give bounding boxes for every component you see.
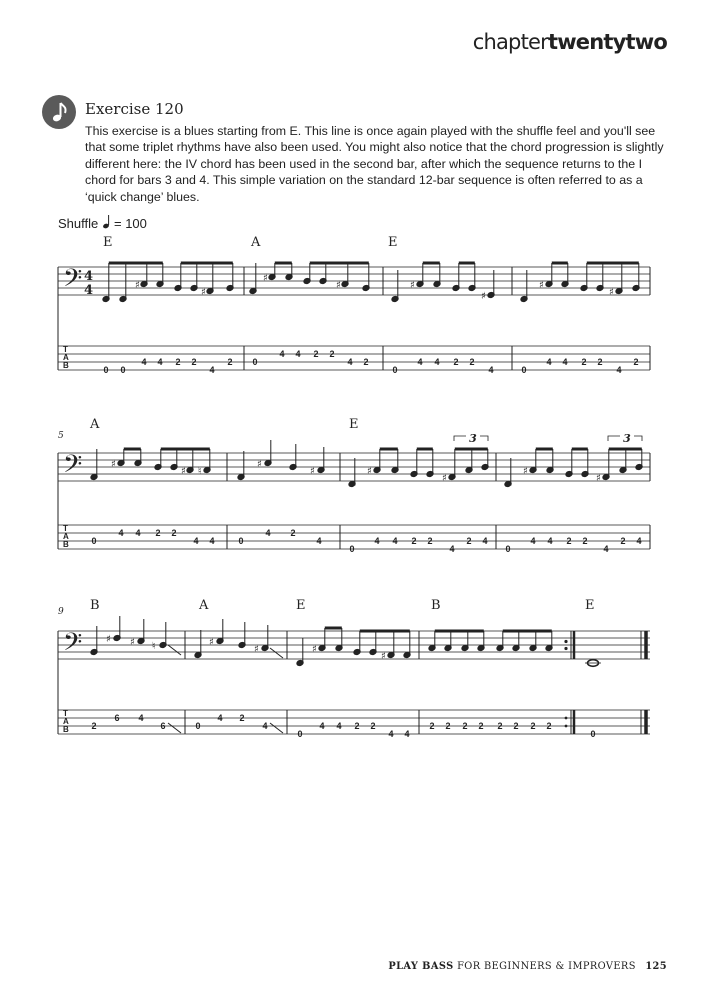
svg-text:4: 4 (404, 729, 410, 739)
tempo-label: Shuffle (58, 216, 99, 231)
svg-text:4: 4 (562, 357, 568, 367)
svg-text:T: T (63, 345, 68, 354)
svg-text:4: 4 (336, 721, 342, 731)
svg-text:A: A (63, 353, 69, 362)
svg-text:4: 4 (636, 536, 642, 546)
svg-text:♯: ♯ (609, 287, 614, 298)
svg-text:♮: ♮ (198, 466, 202, 477)
svg-text:2: 2 (427, 536, 433, 546)
svg-text:♯: ♯ (209, 637, 214, 648)
svg-text:0: 0 (349, 544, 355, 554)
svg-text:2: 2 (633, 357, 639, 367)
svg-text:4: 4 (118, 528, 124, 538)
svg-text:2: 2 (497, 721, 503, 731)
exercise-description: This exercise is a blues starting from E. This line is once again played with the shuffle feel and you'll see that some triplet rhythms have also been used. You might also notice that the chord progression is slightly different here: the IV chord has been used in the second bar, after which the sequence returns to the I chord for bars 3 and 4. This simple variation on the standard 12-bar sequence is often referred to as a ‘quick change’ blues. (85, 124, 664, 204)
chord-symbol: A (90, 417, 100, 432)
notes-bar-9 (90, 616, 181, 655)
svg-text:2: 2 (445, 721, 451, 731)
svg-text:2: 2 (171, 528, 177, 538)
svg-text:♯: ♯ (257, 459, 262, 470)
svg-text:T: T (63, 524, 68, 533)
page-footer (388, 961, 667, 972)
svg-text:4: 4 (209, 536, 215, 546)
notes-bar-5 (90, 449, 211, 480)
svg-text:2: 2 (462, 721, 468, 731)
svg-text:♯: ♯ (481, 291, 486, 302)
system-2 (58, 417, 650, 554)
svg-text:4: 4 (603, 544, 609, 554)
svg-text:4: 4 (546, 357, 552, 367)
svg-text:4: 4 (262, 721, 268, 731)
svg-text:0: 0 (505, 544, 511, 554)
svg-text:4: 4 (616, 365, 622, 375)
svg-text:♯: ♯ (111, 459, 116, 470)
book-title-rest: FOR BEGINNERS & IMPROVERS (457, 961, 636, 972)
svg-text:2: 2 (453, 357, 459, 367)
svg-text:4: 4 (157, 357, 163, 367)
svg-text:4: 4 (392, 536, 398, 546)
svg-text:2: 2 (239, 713, 245, 723)
svg-text:♯: ♯ (523, 466, 528, 477)
svg-text:4: 4 (193, 536, 199, 546)
tempo-value: = 100 (114, 216, 147, 231)
chord-symbol: B (90, 598, 100, 613)
standard-staff (58, 631, 650, 659)
notes-bar-3 (391, 263, 495, 302)
system-1 (58, 235, 650, 375)
svg-text:A: A (63, 717, 69, 726)
svg-text:4: 4 (319, 721, 325, 731)
svg-text:♯: ♯ (381, 651, 386, 662)
svg-text:6: 6 (160, 721, 166, 731)
svg-text:2: 2 (354, 721, 360, 731)
svg-text:♯: ♯ (106, 634, 111, 645)
svg-text:♯: ♯ (310, 466, 315, 477)
notes-bar-12 (428, 631, 553, 651)
exercise-title: Exercise 120 (85, 100, 184, 118)
svg-text:♮: ♮ (152, 641, 156, 652)
svg-text:A: A (63, 532, 69, 541)
svg-text:2: 2 (530, 721, 536, 731)
chord-symbol: E (388, 235, 398, 250)
svg-text:2: 2 (363, 357, 369, 367)
measure-number: 5 (58, 431, 64, 441)
svg-text:B: B (63, 725, 69, 734)
bass-clef-icon: 𝄢 (63, 450, 83, 485)
svg-text:2: 2 (582, 536, 588, 546)
barlines (58, 631, 646, 734)
svg-text:6: 6 (114, 713, 120, 723)
svg-text:4: 4 (135, 528, 141, 538)
chord-symbol: B (431, 598, 441, 613)
svg-text:0: 0 (103, 365, 109, 375)
chord-symbol: E (585, 598, 595, 613)
svg-text:2: 2 (290, 528, 296, 538)
svg-text:0: 0 (590, 729, 596, 739)
svg-text:♯: ♯ (596, 473, 601, 484)
svg-text:4: 4 (347, 357, 353, 367)
svg-text:♯: ♯ (442, 473, 447, 484)
chord-symbol: E (103, 235, 113, 250)
svg-text:2: 2 (370, 721, 376, 731)
svg-text:4: 4 (388, 729, 394, 739)
svg-text:♯: ♯ (135, 280, 140, 291)
svg-text:♯: ♯ (410, 280, 415, 291)
measure-number: 9 (58, 607, 64, 617)
svg-text:4: 4 (217, 713, 223, 723)
svg-text:2: 2 (620, 536, 626, 546)
svg-text:4: 4 (547, 536, 553, 546)
svg-text:4: 4 (488, 365, 494, 375)
svg-text:4: 4 (279, 349, 285, 359)
svg-text:4: 4 (209, 365, 215, 375)
svg-text:B: B (63, 540, 69, 549)
svg-text:0: 0 (392, 365, 398, 375)
tab-clef (63, 709, 69, 734)
svg-text:4: 4 (265, 528, 271, 538)
svg-text:2: 2 (227, 357, 233, 367)
svg-text:0: 0 (91, 536, 97, 546)
bass-clef-icon: 𝄢 (63, 628, 83, 663)
svg-text:♯: ♯ (336, 280, 341, 291)
bass-clef-icon: 𝄢 (63, 264, 83, 299)
chord-symbol: E (296, 598, 306, 613)
svg-text:0: 0 (521, 365, 527, 375)
chord-symbol: A (199, 598, 209, 613)
svg-text:4: 4 (138, 713, 144, 723)
tab-clef (63, 524, 69, 549)
time-signature-bottom: 4 (84, 283, 94, 298)
chapter-word: chapter (472, 30, 548, 54)
svg-text:4: 4 (374, 536, 380, 546)
svg-text:2: 2 (91, 721, 97, 731)
svg-text:2: 2 (313, 349, 319, 359)
svg-text:♯: ♯ (312, 644, 317, 655)
svg-text:4: 4 (316, 536, 322, 546)
quarter-note-icon (102, 215, 109, 229)
tab-staff (58, 346, 650, 370)
triplet-number: 3 (469, 432, 477, 445)
svg-text:2: 2 (469, 357, 475, 367)
svg-text:♯: ♯ (263, 273, 268, 284)
svg-text:2: 2 (155, 528, 161, 538)
chord-symbol: E (349, 417, 359, 432)
svg-text:♯: ♯ (367, 466, 372, 477)
svg-text:2: 2 (329, 349, 335, 359)
svg-text:2: 2 (429, 721, 435, 731)
book-title-bold: PLAY BASS (388, 961, 454, 972)
svg-text:♯: ♯ (181, 466, 186, 477)
svg-text:4: 4 (295, 349, 301, 359)
svg-text:2: 2 (191, 357, 197, 367)
svg-text:0: 0 (297, 729, 303, 739)
svg-text:0: 0 (120, 365, 126, 375)
svg-text:0: 0 (195, 721, 201, 731)
tab-clef (63, 345, 69, 370)
svg-text:♯: ♯ (201, 287, 206, 298)
svg-text:♯: ♯ (130, 637, 135, 648)
svg-text:2: 2 (175, 357, 181, 367)
svg-text:T: T (63, 709, 68, 718)
svg-text:2: 2 (466, 536, 472, 546)
svg-text:♯: ♯ (254, 644, 259, 655)
system-3 (58, 598, 650, 739)
svg-text:2: 2 (411, 536, 417, 546)
svg-text:0: 0 (252, 357, 258, 367)
svg-text:2: 2 (546, 721, 552, 731)
svg-text:♯: ♯ (539, 280, 544, 291)
svg-text:4: 4 (141, 357, 147, 367)
notes-bar-10 (194, 619, 283, 658)
time-signature-top: 4 (84, 269, 94, 284)
svg-text:2: 2 (597, 357, 603, 367)
svg-text:4: 4 (449, 544, 455, 554)
triplet-number: 3 (623, 432, 631, 445)
chapter-number: twentytwo (547, 30, 667, 54)
svg-text:4: 4 (530, 536, 536, 546)
page-number: 125 (645, 961, 667, 972)
svg-text:4: 4 (434, 357, 440, 367)
svg-text:2: 2 (478, 721, 484, 731)
svg-text:4: 4 (417, 357, 423, 367)
standard-staff (58, 453, 650, 481)
chord-symbol: A (251, 235, 261, 250)
svg-text:0: 0 (238, 536, 244, 546)
svg-text:2: 2 (581, 357, 587, 367)
notes-bar-1 (102, 263, 234, 302)
svg-text:2: 2 (513, 721, 519, 731)
whole-note (585, 660, 601, 667)
svg-text:2: 2 (566, 536, 572, 546)
svg-text:B: B (63, 361, 69, 370)
repeat-dots (564, 640, 567, 727)
svg-text:4: 4 (482, 536, 488, 546)
